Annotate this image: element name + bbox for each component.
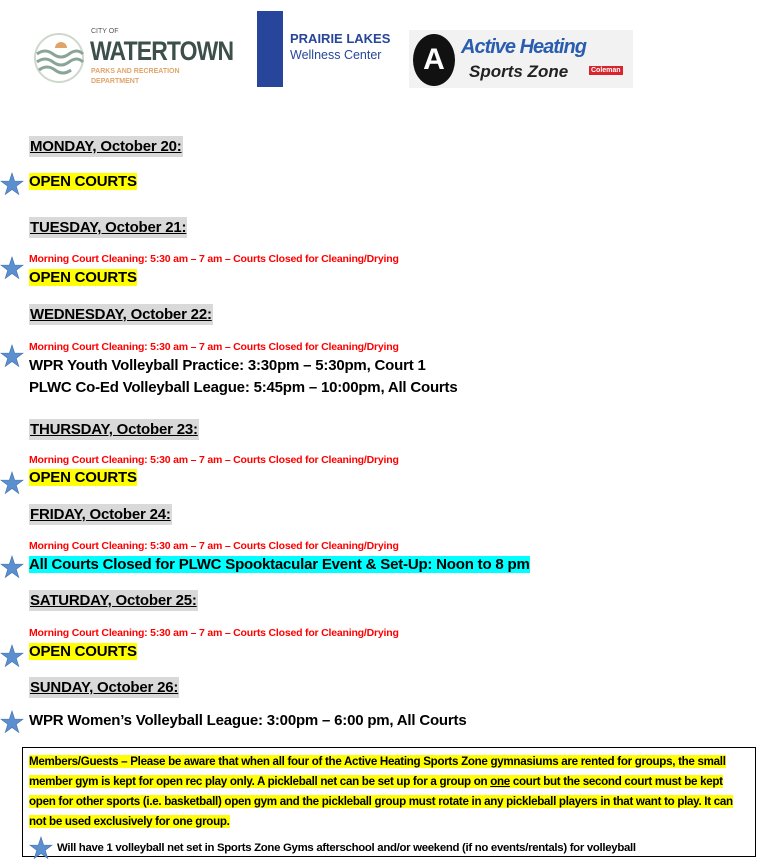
logo-wellness-center: Wellness Center bbox=[290, 48, 382, 62]
logo-active-heating: Active Heating bbox=[461, 36, 586, 58]
day-heading-wednesday: WEDNESDAY, October 22: bbox=[30, 306, 212, 323]
star-note bbox=[29, 836, 749, 860]
logo-dept-1: PARKS AND RECREATION bbox=[91, 68, 180, 75]
event-youth-volleyball: WPR Youth Volleyball Practice: 3:30pm – 5:30pm, Court 1 bbox=[29, 357, 426, 374]
day-heading-thursday: THURSDAY, October 23: bbox=[30, 421, 198, 438]
day-heading-sunday: SUNDAY, October 26: bbox=[30, 679, 179, 696]
logo-prairie-lakes: PRAIRIE LAKES bbox=[290, 31, 391, 46]
logo-coleman: Coleman bbox=[591, 67, 621, 74]
notice-part-1: Members/Guests – Please be aware that when all four of the Active Heating Sports Zone gymnasiums are rented for groups, the small member gym is kept for open rec play only. A pickleball net can be set up for a group on bbox=[29, 755, 726, 788]
star-icon bbox=[29, 836, 53, 860]
a-emblem-icon: A bbox=[413, 34, 455, 86]
event-open-courts: OPEN COURTS bbox=[29, 469, 137, 486]
event-coed-volleyball: PLWC Co-Ed Volleyball League: 5:45pm – 10:00pm, All Courts bbox=[29, 379, 458, 396]
star-icon bbox=[0, 644, 24, 668]
notice-text bbox=[29, 752, 749, 832]
day-heading-saturday: SATURDAY, October 25: bbox=[30, 592, 197, 609]
logo-watertown: WATERTOWN bbox=[90, 36, 234, 66]
cleaning-note: Morning Court Cleaning: 5:30 am – 7 am – Courts Closed for Cleaning/Drying bbox=[29, 341, 399, 353]
star-icon bbox=[0, 172, 24, 196]
star-icon bbox=[0, 555, 24, 579]
prairie-lakes-logo bbox=[257, 11, 397, 89]
wheat-icon bbox=[257, 11, 283, 87]
star-icon bbox=[0, 710, 24, 734]
cleaning-note: Morning Court Cleaning: 5:30 am – 7 am – Courts Closed for Cleaning/Drying bbox=[29, 540, 399, 552]
event-womens-volleyball: WPR Women’s Volleyball League: 3:00pm – 6:00 pm, All Courts bbox=[29, 712, 467, 729]
logo-city-of: CITY OF bbox=[91, 28, 119, 35]
star-icon bbox=[0, 344, 24, 368]
event-open-courts: OPEN COURTS bbox=[29, 269, 137, 286]
star-icon bbox=[0, 471, 24, 495]
watertown-emblem-icon bbox=[33, 30, 85, 86]
logo-sports-zone: Sports Zone bbox=[469, 62, 569, 81]
cleaning-note: Morning Court Cleaning: 5:30 am – 7 am – Courts Closed for Cleaning/Drying bbox=[29, 627, 399, 639]
event-open-courts: OPEN COURTS bbox=[29, 643, 137, 660]
cleaning-note: Morning Court Cleaning: 5:30 am – 7 am – Courts Closed for Cleaning/Drying bbox=[29, 454, 399, 466]
day-heading-friday: FRIDAY, October 24: bbox=[30, 506, 171, 523]
star-icon bbox=[0, 256, 24, 280]
active-heating-logo bbox=[409, 30, 633, 88]
star-note-text: Will have 1 volleyball net set in Sports Zone Gyms afterschool and/or weekend (if no events/rentals) for volleyball bbox=[57, 842, 636, 854]
event-courts-closed: All Courts Closed for PLWC Spooktacular Event & Set-Up: Noon to 8 pm bbox=[29, 556, 530, 573]
day-heading-tuesday: TUESDAY, October 21: bbox=[30, 219, 187, 236]
notice-underlined: one bbox=[490, 775, 510, 788]
notice-part-2: court but the second court must be kept open for other sports (i.e. basketball) open gym and the pickleball group must rotate in any pickleball players in that want to play. It can not be used exclusively for one group. bbox=[29, 775, 733, 828]
cleaning-note: Morning Court Cleaning: 5:30 am – 7 am – Courts Closed for Cleaning/Drying bbox=[29, 253, 399, 265]
day-heading-monday: MONDAY, October 20: bbox=[30, 138, 182, 155]
event-open-courts: OPEN COURTS bbox=[29, 173, 137, 190]
logo-dept-2: DEPARTMENT bbox=[91, 78, 140, 85]
notice-box bbox=[22, 747, 756, 857]
watertown-logo bbox=[33, 28, 243, 88]
